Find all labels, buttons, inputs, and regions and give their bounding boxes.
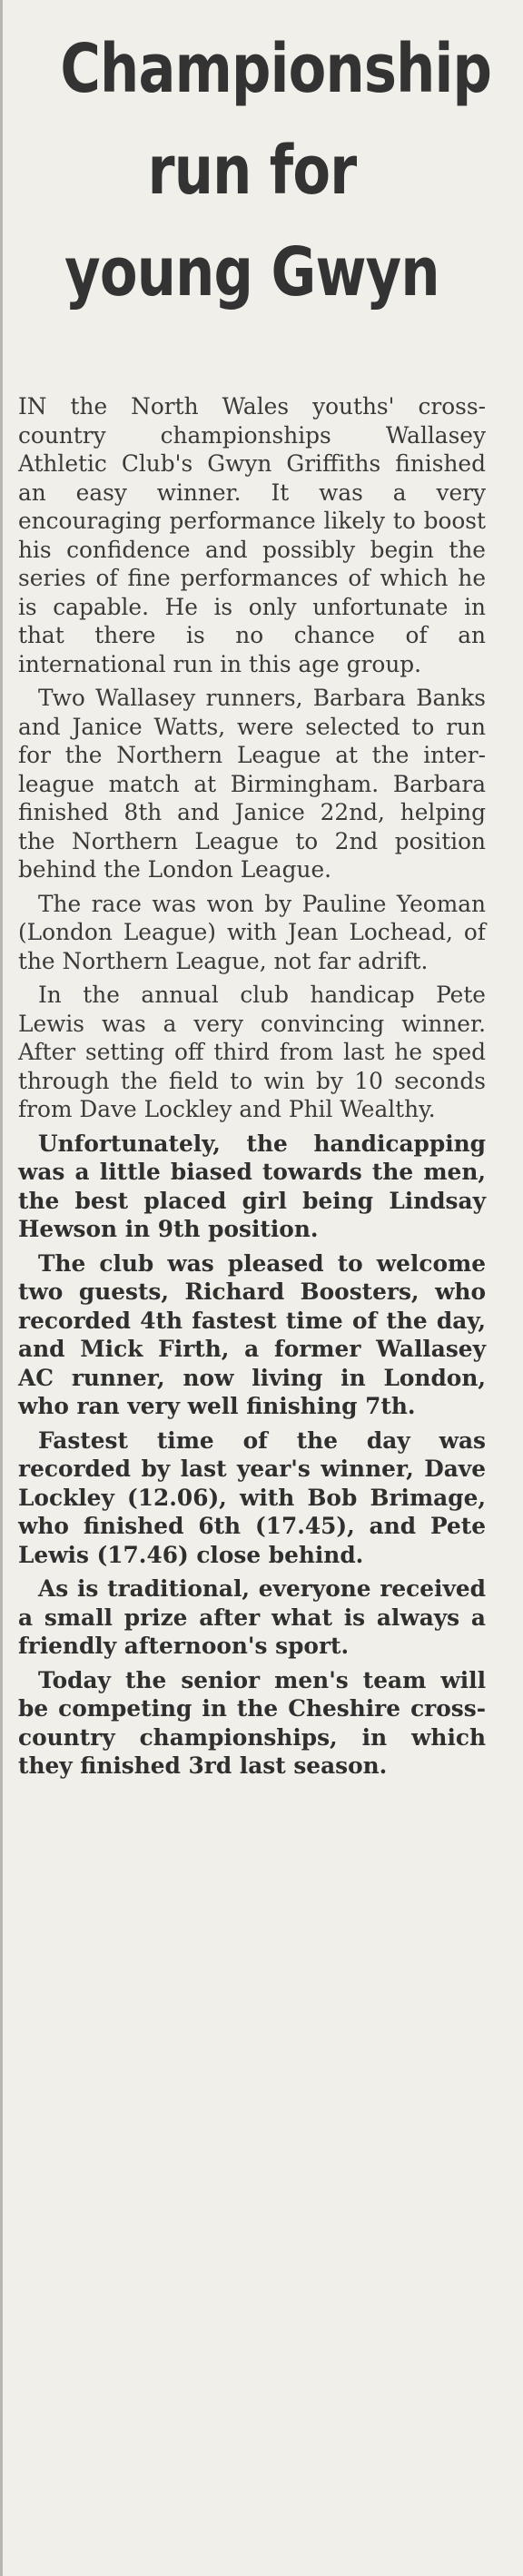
paragraph-fastest-time: Fastest time of the day was recorded by last year's winner, Dave Lockley (12.06), with Bob Brimage, who finished 6th (17.45), and Pete Lewis (17.46) close behind.: [18, 1426, 486, 1568]
paragraph-guests: The club was pleased to welcome two guests, Richard Boosters, who recorded 4th fastest time of the day, and Mick Firth, a former Wallasey AC runner, now living in London, who ran very well finishing 7th.: [18, 1249, 486, 1419]
paragraph-handicapping: Unfortunately, the handicapping was a little biased towards the men, the best placed girl being Lindsay Hewson in 9th position.: [18, 1130, 486, 1242]
paragraph-race-winner: The race was won by Pauline Yeoman (London League) with Jean Lochead, of the Northern League, not far adrift.: [18, 890, 486, 974]
page-edge: [0, 0, 3, 2576]
paragraph-tradition: As is traditional, everyone received a small prize after what is always a friendly afternoon's sport.: [18, 1575, 486, 1659]
headline-line-3: young Gwyn: [64, 233, 439, 311]
paragraph-club-handicap: In the annual club handicap Pete Lewis was a very convincing winner. After setting off third from last he sped through the field to win by 10 seconds from Dave Lockley and Phil Wealthy.: [18, 982, 486, 1122]
paragraph-senior-team: Today the senior men's team will be competing in the Cheshire cross-country championships, in which they finished 3rd last season.: [18, 1666, 486, 1779]
headline-line-2: run for: [147, 132, 357, 210]
headline-line-1: Championship: [60, 30, 492, 108]
headline: [60, 18, 492, 323]
paragraph-intro: IN the North Wales youths' cross-country championships Wallasey Athletic Club's Gwyn Griffiths finished an easy winner. It was a very encouraging performance likely to boost his confidence and possibly begin the series of fine performances of which he is capable. He is only unfortunate in that there is no chance of an international run in this age group.: [18, 393, 486, 677]
article-body: [18, 392, 486, 1781]
paragraph-northern-league: Two Wallasey runners, Barbara Banks and Janice Watts, were selected to run for the Northern League at the inter-league match at Birmingham. Barbara finished 8th and Janice 22nd, helping the Northern League to 2nd position behind the London League.: [18, 685, 486, 883]
newspaper-clipping: [18, 18, 492, 1786]
